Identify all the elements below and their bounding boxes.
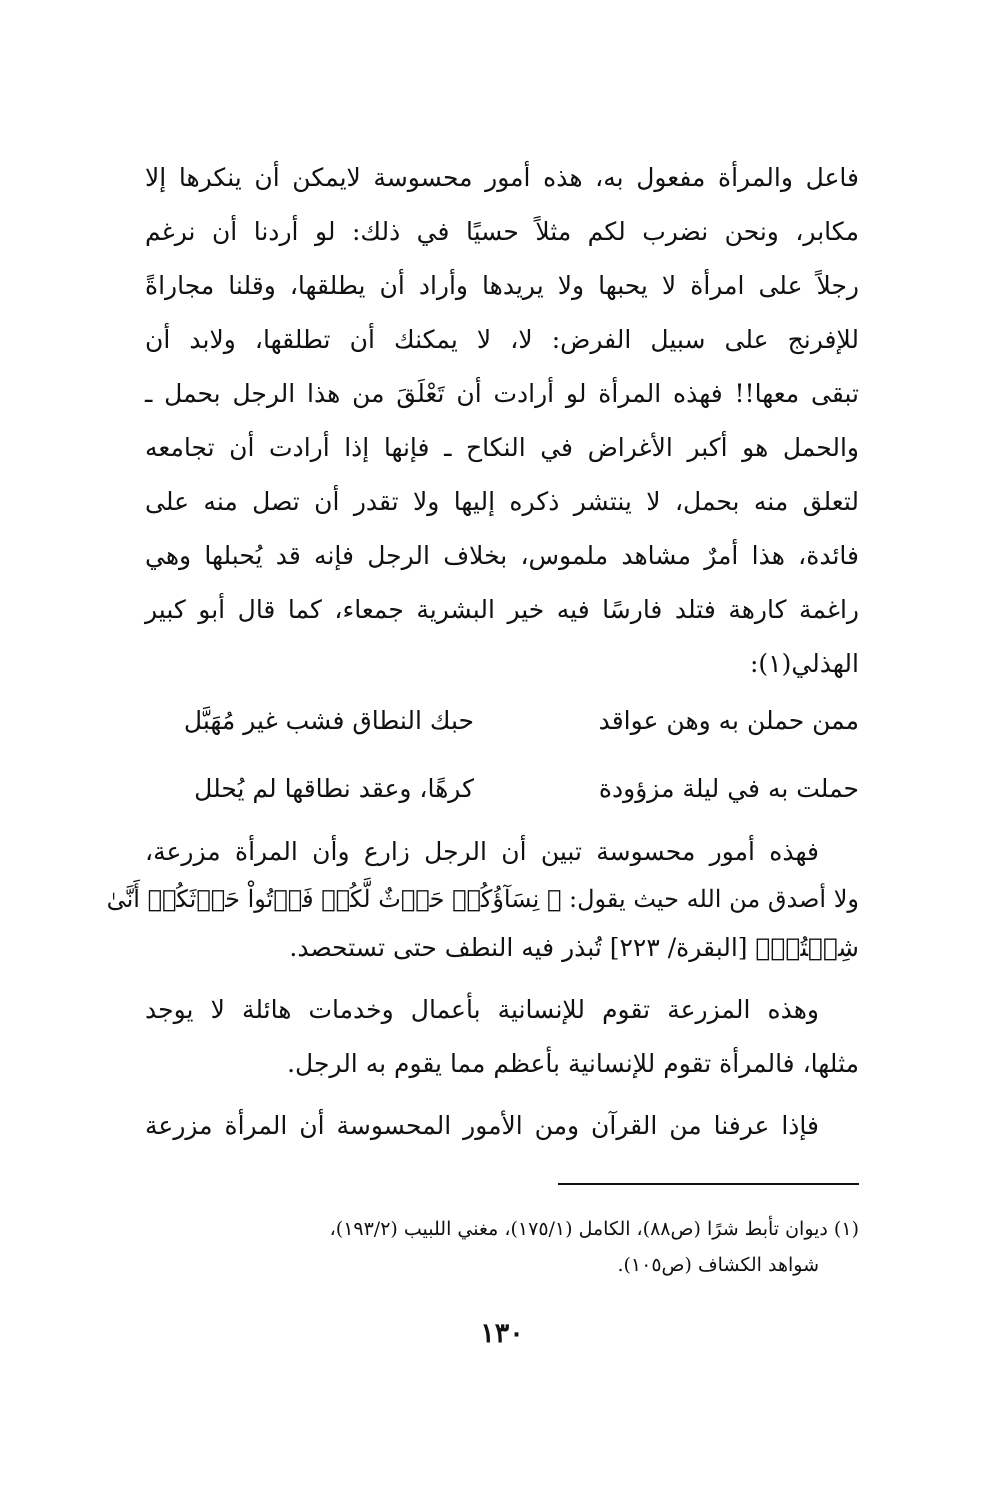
text-line: فإذا عرفنا من القرآن ومن الأمور المحسوسة أن المرأة مزرعة (145, 1111, 819, 1140)
text-line: للإفرنج على سبيل الفرض: لا، لا يمكنك أن تطلقها، ولابد أن (145, 325, 859, 354)
footnote-divider (558, 1183, 859, 1185)
text-line: فائدة، هذا أمرٌ مشاهد ملموس، بخلاف الرجل فإنه قد يُحبلها وهي (145, 541, 859, 570)
poem-hemistich-second: كرهًا، وعقد نطاقها لم يُحلل (194, 774, 474, 803)
text-line: فهذه أمور محسوسة تبين أن الرجل زارع وأن المرأة مزرعة، (145, 837, 819, 866)
footnote-line: شواهد الكشاف (ص١٠٥). (617, 1254, 819, 1276)
text-line: رجلاً على امرأة لا يحبها ولا يريدها وأراد أن يطلقها، وقلنا مجاراةً (145, 271, 859, 300)
text-line: الهذلي(١): (749, 649, 859, 678)
page-number: ١٣٠ (480, 1318, 524, 1349)
text-line: لتعلق منه بحمل، لا ينتشر ذكره إليها ولا تقدر أن تصل منه على (145, 487, 859, 516)
text-line: ولا أصدق من الله حيث يقول: ﴿ نِسَآؤُكُمۡ حَرۡثٌ لَّكُمۡ فَأۡتُواْ حَرۡثَكُمۡ أَنَّىٰ (106, 885, 859, 913)
text-line: مثلها، فالمرأة تقوم للإنسانية بأعظم مما يقوم به الرجل. (287, 1049, 859, 1078)
text-line: مكابر، ونحن نضرب لكم مثلاً حسيًا في ذلك: لو أردنا أن نرغم (145, 217, 859, 246)
text-line: تبقى معها!! فهذه المرأة لو أرادت أن تَعْلَقَ من هذا الرجل بحمل ـ (145, 379, 859, 408)
text-line: شِئۡتُمۡ﴾ [البقرة/ ٢٢٣] تُبذر فيه النطف حتى تستحصد. (289, 933, 859, 962)
footnote-line: (١) ديوان تأبط شرًا (ص٨٨)، الكامل (١٧٥/١)، مغني اللبيب (١٩٣/٢)، (329, 1218, 859, 1240)
text-line: وهذه المزرعة تقوم للإنسانية بأعمال وخدمات هائلة لا يوجد (145, 995, 819, 1024)
text-line: فاعل والمرأة مفعول به، هذه أمور محسوسة لايمكن أن ينكرها إلا (145, 163, 859, 192)
poem-hemistich-first: ممن حملن به وهن عواقد (598, 706, 859, 735)
text-line: والحمل هو أكبر الأغراض في النكاح ـ فإنها إذا أرادت أن تجامعه (145, 433, 859, 462)
text-line: راغمة كارهة فتلد فارسًا فيه خير البشرية جمعاء، كما قال أبو كبير (145, 595, 859, 624)
poem-hemistich-first: حملت به في ليلة مزؤودة (598, 774, 859, 803)
poem-hemistich-second: حبك النطاق فشب غير مُهَبَّل (183, 706, 474, 735)
